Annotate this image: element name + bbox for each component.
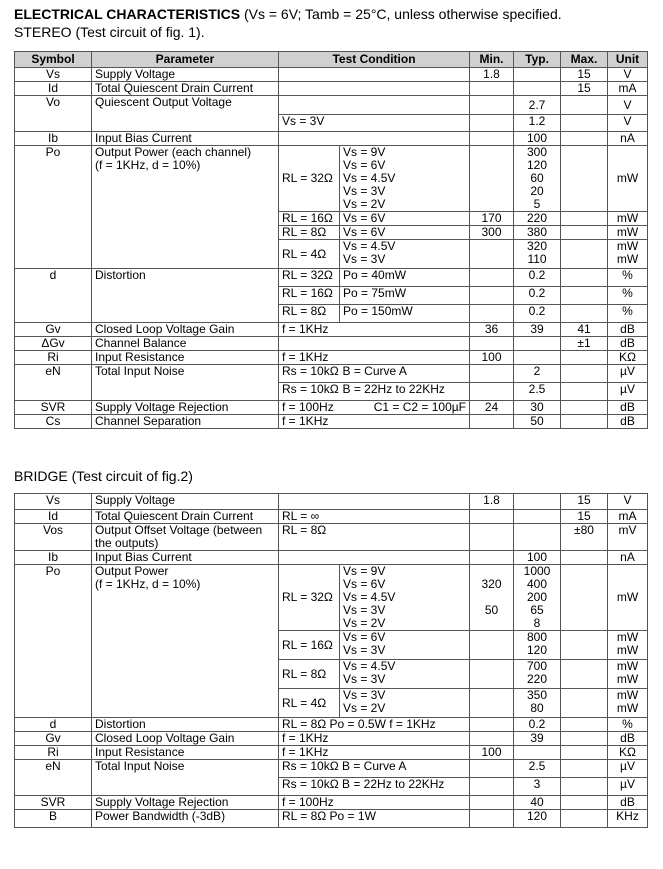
typ-cell (514, 494, 561, 510)
condition-cell: f = 1KHz (279, 351, 470, 365)
vs-cell: Vs = 4.5V Vs = 3V (340, 660, 470, 689)
symbol-cell: eN (15, 760, 92, 796)
symbol-cell: Ib (15, 551, 92, 565)
table-row (15, 68, 648, 82)
min-cell (470, 383, 514, 401)
unit-cell: dB (608, 732, 648, 746)
unit-cell: V (608, 494, 648, 510)
max-cell (561, 96, 608, 115)
table-header-row (15, 52, 648, 68)
max-cell (561, 115, 608, 132)
parameter-cell: Quiescent Output Voltage (92, 96, 279, 132)
typ-cell: 1.2 (514, 115, 561, 132)
col-min: Min. (470, 52, 514, 68)
typ-cell: 50 (514, 415, 561, 429)
typ-cell: 100 (514, 551, 561, 565)
typ-cell (514, 351, 561, 365)
min-cell (470, 524, 514, 551)
rl-cell: RL = 16Ω (279, 212, 340, 226)
unit-cell: nA (608, 132, 648, 146)
min-cell (470, 660, 514, 689)
min-cell: 100 (470, 351, 514, 365)
table-row (15, 132, 648, 146)
rl-cell: RL = 8Ω (279, 226, 340, 240)
max-cell (561, 551, 608, 565)
parameter-cell: Output Power (each channel) (f = 1KHz, d = 10%) (92, 146, 279, 269)
symbol-cell: Id (15, 82, 92, 96)
bandwidth-cell: B = Curve A (340, 365, 470, 383)
unit-cell: nA (608, 551, 648, 565)
rl-cell: RL = 4Ω (279, 689, 340, 718)
parameter-cell: Closed Loop Voltage Gain (92, 732, 279, 746)
unit-cell: mW mW (608, 631, 648, 660)
parameter-cell: Power Bandwidth (-3dB) (92, 810, 279, 828)
condition-cell (279, 551, 470, 565)
max-cell (561, 226, 608, 240)
unit-cell: dB (608, 415, 648, 429)
rl-cell: RL = 32Ω (279, 146, 340, 212)
condition-cell: f = 1KHz (279, 746, 470, 760)
condition-cell: f = 1KHz (279, 415, 470, 429)
min-cell: 170 (470, 212, 514, 226)
typ-cell: 2.5 (514, 383, 561, 401)
unit-cell: mW (608, 212, 648, 226)
max-cell (561, 746, 608, 760)
condition-cell: Rs = 10kΩ B = 22Hz to 22KHz (279, 778, 470, 796)
table-row (15, 146, 648, 212)
min-cell (470, 115, 514, 132)
typ-cell (514, 82, 561, 96)
max-cell (561, 796, 608, 810)
max-cell (561, 565, 608, 631)
table-row (15, 524, 648, 551)
rs-cell: Rs = 10kΩ (279, 383, 340, 401)
col-symbol: Symbol (15, 52, 92, 68)
unit-cell: % (608, 305, 648, 323)
max-cell (561, 132, 608, 146)
symbol-cell: Cs (15, 415, 92, 429)
typ-cell: 120 (514, 810, 561, 828)
typ-cell: 100 (514, 132, 561, 146)
unit-cell: mW (608, 565, 648, 631)
min-cell (470, 510, 514, 524)
parameter-cell: Total Input Noise (92, 365, 279, 401)
symbol-cell: B (15, 810, 92, 828)
bandwidth-cell: B = 22Hz to 22KHz (340, 383, 470, 401)
rl-cell: RL = 32Ω (279, 565, 340, 631)
max-cell (561, 401, 608, 415)
unit-cell: mA (608, 510, 648, 524)
rl-cell: RL = 16Ω (279, 287, 340, 305)
table-row (15, 337, 648, 351)
min-cell (470, 718, 514, 732)
max-cell (561, 351, 608, 365)
min-cell (470, 415, 514, 429)
po-cell: Po = 150mW (340, 305, 470, 323)
unit-cell: dB (608, 323, 648, 337)
condition-cell: RL = 8Ω Po = 0.5W f = 1KHz (279, 718, 470, 732)
condition-cell: f = 100Hz (279, 401, 340, 415)
parameter-cell: Input Bias Current (92, 132, 279, 146)
unit-cell: % (608, 718, 648, 732)
condition-cell: RL = ∞ (279, 510, 470, 524)
min-cell (470, 796, 514, 810)
max-cell (561, 365, 608, 383)
typ-cell: 2 (514, 365, 561, 383)
typ-cell (514, 337, 561, 351)
condition-cell (279, 96, 470, 115)
max-cell (561, 718, 608, 732)
min-cell (470, 240, 514, 269)
symbol-cell: ΔGv (15, 337, 92, 351)
min-cell (470, 551, 514, 565)
vs-cell: Vs = 9V Vs = 6V Vs = 4.5V Vs = 3V Vs = 2V (340, 565, 470, 631)
max-cell (561, 760, 608, 778)
symbol-cell: Gv (15, 732, 92, 746)
typ-cell: 30 (514, 401, 561, 415)
symbol-cell: Id (15, 510, 92, 524)
table-row (15, 401, 648, 415)
typ-cell: 320 110 (514, 240, 561, 269)
min-cell: 36 (470, 323, 514, 337)
unit-cell: mW mW (608, 240, 648, 269)
max-cell (561, 732, 608, 746)
unit-cell: mA (608, 82, 648, 96)
symbol-cell: d (15, 718, 92, 732)
max-cell (561, 305, 608, 323)
vs-cell: Vs = 4.5V Vs = 3V (340, 240, 470, 269)
max-cell (561, 810, 608, 828)
rl-cell: RL = 16Ω (279, 631, 340, 660)
max-cell: 15 (561, 82, 608, 96)
min-cell (470, 305, 514, 323)
table-row (15, 732, 648, 746)
unit-cell: KHz (608, 810, 648, 828)
typ-cell (514, 510, 561, 524)
condition-cell: RL = 8Ω Po = 1W (279, 810, 470, 828)
condition-cell: Vs = 3V (279, 115, 470, 132)
symbol-cell: Vs (15, 494, 92, 510)
col-max: Max. (561, 52, 608, 68)
condition-cell: f = 1KHz (279, 323, 470, 337)
max-cell: 15 (561, 510, 608, 524)
typ-cell: 220 (514, 212, 561, 226)
max-cell (561, 269, 608, 287)
table-row (15, 323, 648, 337)
table-row (15, 351, 648, 365)
table-row (15, 718, 648, 732)
min-cell (470, 287, 514, 305)
symbol-cell: Po (15, 565, 92, 718)
typ-cell: 0.2 (514, 305, 561, 323)
table-row (15, 551, 648, 565)
unit-cell: mW (608, 146, 648, 212)
min-cell: 1.8 (470, 68, 514, 82)
unit-cell: % (608, 287, 648, 305)
unit-cell: dB (608, 796, 648, 810)
max-cell: 15 (561, 68, 608, 82)
stereo-characteristics-table (14, 51, 648, 429)
parameter-cell: Input Bias Current (92, 551, 279, 565)
typ-cell: 350 80 (514, 689, 561, 718)
table-row (15, 415, 648, 429)
min-cell (470, 337, 514, 351)
table-row (15, 510, 648, 524)
vs-cell: Vs = 6V Vs = 3V (340, 631, 470, 660)
parameter-cell: Input Resistance (92, 746, 279, 760)
rl-cell: RL = 4Ω (279, 240, 340, 269)
rl-cell: RL = 8Ω (279, 305, 340, 323)
typ-cell: 2.7 (514, 96, 561, 115)
max-cell (561, 383, 608, 401)
min-cell: 300 (470, 226, 514, 240)
min-cell (470, 631, 514, 660)
typ-cell: 3 (514, 778, 561, 796)
min-cell: 100 (470, 746, 514, 760)
max-cell (561, 778, 608, 796)
parameter-cell: Supply Voltage (92, 494, 279, 510)
condition-cell: RL = 8Ω (279, 524, 470, 551)
max-cell (561, 146, 608, 212)
parameter-cell: Distortion (92, 718, 279, 732)
unit-cell: µV (608, 760, 648, 778)
typ-cell (514, 746, 561, 760)
section-title: ELECTRICAL CHARACTERISTICS (Vs = 6V; Tamb = 25°C, unless otherwise specified. (14, 6, 562, 22)
unit-cell: mV (608, 524, 648, 551)
symbol-cell: Vos (15, 524, 92, 551)
table-row (15, 746, 648, 760)
min-cell (470, 146, 514, 212)
parameter-cell: Supply Voltage Rejection (92, 796, 279, 810)
max-cell (561, 212, 608, 226)
max-cell: ±80 (561, 524, 608, 551)
unit-cell: µV (608, 383, 648, 401)
rs-cell: Rs = 10kΩ (279, 365, 340, 383)
parameter-cell: Distortion (92, 269, 279, 323)
max-cell (561, 660, 608, 689)
symbol-cell: Vs (15, 68, 92, 82)
unit-cell: mW mW (608, 689, 648, 718)
min-cell (470, 760, 514, 778)
unit-cell: dB (608, 337, 648, 351)
max-cell (561, 287, 608, 305)
table-row (15, 565, 648, 631)
condition-cell (279, 132, 470, 146)
unit-cell: KΩ (608, 746, 648, 760)
col-parameter: Parameter (92, 52, 279, 68)
condition-cell (279, 494, 470, 510)
unit-cell: dB (608, 401, 648, 415)
parameter-cell: Channel Separation (92, 415, 279, 429)
parameter-cell: Channel Balance (92, 337, 279, 351)
parameter-cell: Total Quiescent Drain Current (92, 82, 279, 96)
min-cell (470, 132, 514, 146)
typ-cell: 0.2 (514, 287, 561, 305)
parameter-cell: Total Input Noise (92, 760, 279, 796)
symbol-cell: Ri (15, 351, 92, 365)
vs-cell: Vs = 6V (340, 226, 470, 240)
symbol-cell: Vo (15, 96, 92, 132)
typ-cell: 40 (514, 796, 561, 810)
symbol-cell: d (15, 269, 92, 323)
bridge-section-label: BRIDGE (Test circuit of fig.2) (14, 468, 193, 484)
typ-cell (514, 524, 561, 551)
unit-cell: V (608, 115, 648, 132)
stereo-section-label: STEREO (Test circuit of fig. 1). (14, 24, 205, 40)
table-row (15, 494, 648, 510)
col-unit: Unit (608, 52, 648, 68)
col-typ: Typ. (514, 52, 561, 68)
max-cell: ±1 (561, 337, 608, 351)
condition-cell: f = 100Hz (279, 796, 470, 810)
parameter-cell: Supply Voltage Rejection (92, 401, 279, 415)
rl-cell: RL = 8Ω (279, 660, 340, 689)
po-cell: Po = 75mW (340, 287, 470, 305)
symbol-cell: Ri (15, 746, 92, 760)
min-cell: 1.8 (470, 494, 514, 510)
symbol-cell: SVR (15, 796, 92, 810)
typ-cell: 39 (514, 323, 561, 337)
po-cell: Po = 40mW (340, 269, 470, 287)
min-cell: 320 50 (470, 565, 514, 631)
rl-cell: RL = 32Ω (279, 269, 340, 287)
parameter-cell: Output Offset Voltage (between the outputs) (92, 524, 279, 551)
max-cell: 15 (561, 494, 608, 510)
symbol-cell: Gv (15, 323, 92, 337)
min-cell (470, 810, 514, 828)
max-cell (561, 240, 608, 269)
unit-cell: mW mW (608, 660, 648, 689)
typ-cell: 0.2 (514, 718, 561, 732)
col-test-condition: Test Condition (279, 52, 470, 68)
condition-cell (279, 82, 470, 96)
unit-cell: µV (608, 778, 648, 796)
parameter-cell: Input Resistance (92, 351, 279, 365)
typ-cell: 39 (514, 732, 561, 746)
symbol-cell: SVR (15, 401, 92, 415)
table-row (15, 760, 648, 778)
unit-cell: V (608, 68, 648, 82)
typ-cell: 380 (514, 226, 561, 240)
unit-cell: µV (608, 365, 648, 383)
parameter-cell: Closed Loop Voltage Gain (92, 323, 279, 337)
typ-cell: 300 120 60 20 5 (514, 146, 561, 212)
vs-cell: Vs = 6V (340, 212, 470, 226)
symbol-cell: eN (15, 365, 92, 401)
symbol-cell: Ib (15, 132, 92, 146)
min-cell (470, 96, 514, 115)
min-cell (470, 82, 514, 96)
min-cell (470, 689, 514, 718)
typ-cell (514, 68, 561, 82)
parameter-cell: Supply Voltage (92, 68, 279, 82)
condition-cell (279, 68, 470, 82)
min-cell (470, 269, 514, 287)
condition-cell (279, 337, 470, 351)
min-cell (470, 778, 514, 796)
table-row (15, 82, 648, 96)
typ-cell: 1000 400 200 65 8 (514, 565, 561, 631)
symbol-cell: Po (15, 146, 92, 269)
condition-cell: C1 = C2 = 100µF (340, 401, 470, 415)
unit-cell: % (608, 269, 648, 287)
max-cell (561, 415, 608, 429)
min-cell: 24 (470, 401, 514, 415)
max-cell: 41 (561, 323, 608, 337)
vs-cell: Vs = 9V Vs = 6V Vs = 4.5V Vs = 3V Vs = 2V (340, 146, 470, 212)
parameter-cell: Output Power (f = 1KHz, d = 10%) (92, 565, 279, 718)
typ-cell: 700 220 (514, 660, 561, 689)
bridge-characteristics-table (14, 493, 648, 828)
max-cell (561, 689, 608, 718)
condition-cell: Rs = 10kΩ B = Curve A (279, 760, 470, 778)
min-cell (470, 732, 514, 746)
unit-cell: KΩ (608, 351, 648, 365)
typ-cell: 800 120 (514, 631, 561, 660)
table-row (15, 796, 648, 810)
table-row (15, 269, 648, 287)
condition-cell: f = 1KHz (279, 732, 470, 746)
table-row (15, 810, 648, 828)
unit-cell: V (608, 96, 648, 115)
table-row (15, 96, 648, 115)
typ-cell: 0.2 (514, 269, 561, 287)
max-cell (561, 631, 608, 660)
table-row (15, 365, 648, 383)
typ-cell: 2.5 (514, 760, 561, 778)
parameter-cell: Total Quiescent Drain Current (92, 510, 279, 524)
unit-cell: mW (608, 226, 648, 240)
vs-cell: Vs = 3V Vs = 2V (340, 689, 470, 718)
min-cell (470, 365, 514, 383)
